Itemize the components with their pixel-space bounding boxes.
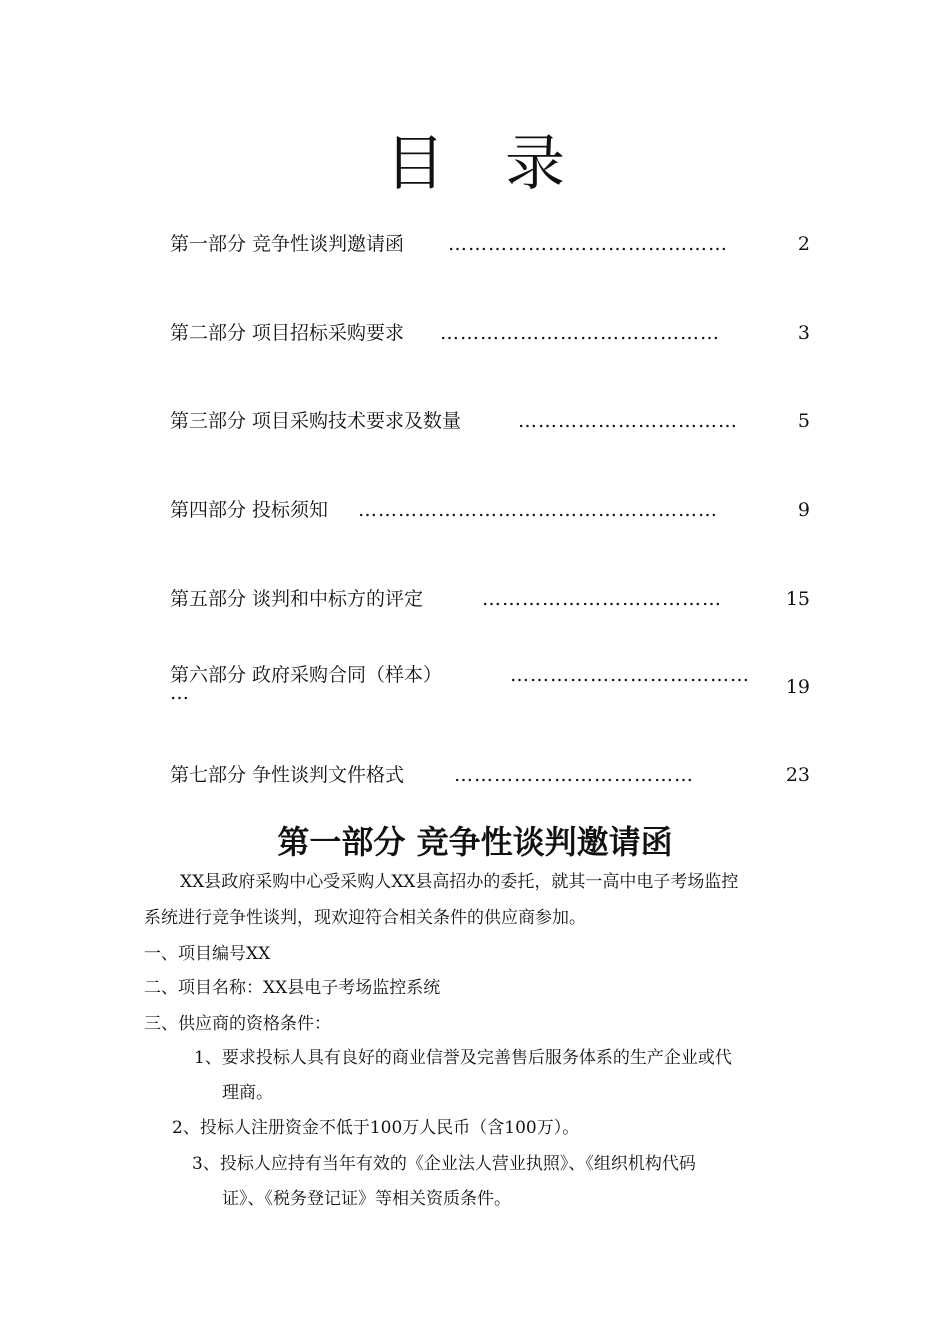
qualification-item-continued: 证》、《税务登记证》等相关资质条件。 [222, 1189, 511, 1209]
qualification-item-continued: 理商。 [222, 1083, 273, 1103]
project-name: 二、项目名称：XX县电子考场监控系统 [144, 978, 441, 998]
toc-entry[interactable] [170, 662, 810, 712]
toc-entry-text: 第四部分 投标须知 [170, 499, 329, 521]
toc-entry-text: 第一部分 竞争性谈判邀请函 [170, 233, 405, 255]
project-number: 一、项目编号XX [144, 944, 271, 964]
toc-title: 目录 [385, 129, 625, 199]
toc-entry-text: 第三部分 项目采购技术要求及数量 [170, 410, 462, 432]
toc-entry-text: 第六部分 政府采购合同（样本） [170, 664, 443, 686]
toc-leader-dots: ……………………………… [510, 664, 750, 686]
toc-page-number: 19 [785, 676, 810, 698]
toc-page-number: 23 [785, 764, 810, 786]
qualification-item: 3、投标人应持有当年有效的《企业法人营业执照》、《组织机构代码 [192, 1154, 696, 1174]
toc-page-number: 2 [797, 233, 810, 255]
toc-leader-dots: …………………………………… [448, 233, 728, 255]
toc-page-number: 3 [797, 322, 810, 344]
toc-leader-dots: ……………………………………………… [358, 499, 718, 521]
toc-entry-text: 第二部分 项目招标采购要求 [170, 322, 405, 344]
toc-entry-text: 第五部分 谈判和中标方的评定 [170, 588, 424, 610]
intro-paragraph-line: XX县政府采购中心受采购人XX县高招办的委托，就其一高中电子考场监控 [180, 872, 739, 892]
toc-entry-text: 第七部分 争性谈判文件格式 [170, 764, 405, 786]
intro-paragraph-line: 系统进行竞争性谈判，现欢迎符合相关条件的供应商参加。 [144, 908, 586, 928]
qualification-item: 2、投标人注册资金不低于100万人民币（含100万）。 [172, 1118, 580, 1138]
toc-page-number: 5 [797, 410, 810, 432]
toc-leader-dots: …………………………… [518, 410, 738, 432]
toc-leader-dots: ……………………………… [482, 588, 722, 610]
toc-page-number: 15 [785, 588, 810, 610]
qualification-heading: 三、供应商的资格条件： [144, 1014, 331, 1034]
section-heading: 第一部分 竞争性谈判邀请函 [277, 823, 673, 861]
toc-leader-dots-continued: … [170, 682, 189, 704]
toc-page-number: 9 [797, 499, 810, 521]
toc-leader-dots: …………………………………… [440, 322, 720, 344]
toc-leader-dots: ……………………………… [454, 764, 694, 786]
qualification-item: 1、要求投标人具有良好的商业信誉及完善售后服务体系的生产企业或代 [194, 1048, 732, 1068]
